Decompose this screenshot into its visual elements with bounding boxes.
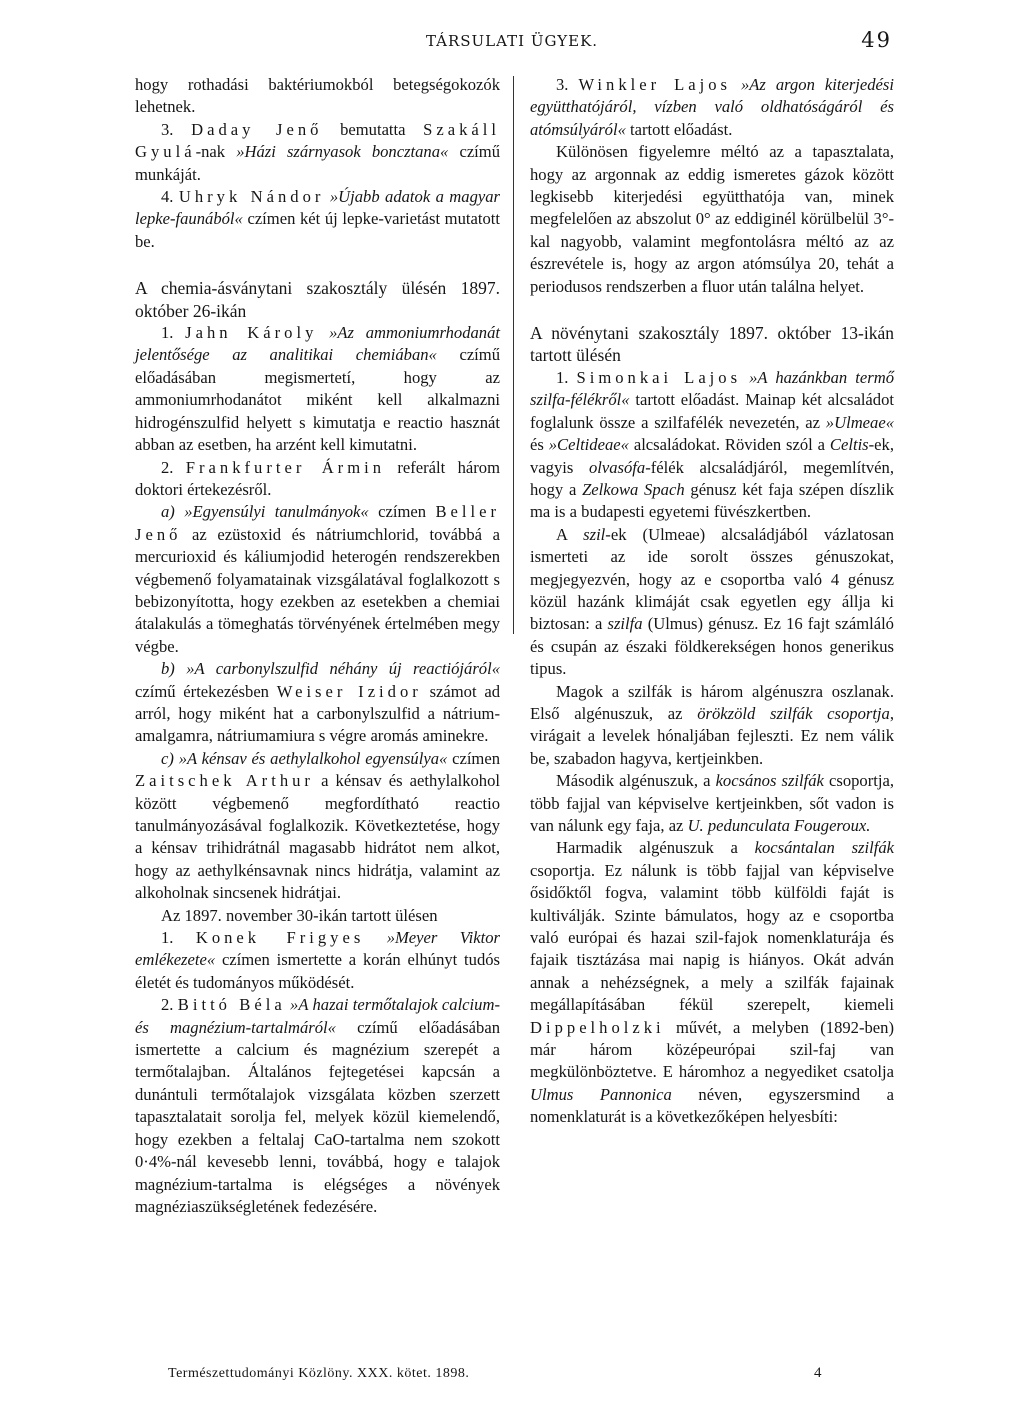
paragraph: 1. Jahn Károly »Az ammoniumrhodanát jelentősége az analitikai chemiában« czímű előadásában megismertetí, hogy az ammoniumrhodanátot miként kell alkalmazni hidrogénszulfid helyett s kimutatja e reactio hasznát abban az esetben, ha arzént kell kimutatni.	[135, 323, 500, 455]
paragraph: a) »Egyensúlyi tanulmányok« czímen Beller Jenő az ezüstoxid és nátriumchlorid, továbbá a mercurioxid és káliumjodid heterogén rendszerekben végbemenő folyamatainak vizsgálatával foglalkozott s bebizonyította, hogy ezekben az esetekben a chemiai átalakulás a tömeghatás törvényének értelmében megy végbe.	[135, 502, 500, 656]
paragraph: 3. Daday Jenő bemutatta Szakáll Gyulá-nak »Házi szárnyasok boncztana« czímű munkáját.	[135, 119, 501, 184]
page-footer	[0, 1366, 1024, 1390]
person-name: Frankfurter Ármin	[185, 457, 386, 477]
person-name: Daday Jenő	[191, 119, 323, 139]
work-title: »A kénsav és aethylalkohol egyensúlya«	[178, 748, 448, 768]
paragraph: c) »A kénsav és aethylalkohol egyensúlya« czímen Zaitschek Arthur a kénsav és aethylalkohol között végbemenő megfordítható reactio tanulmányozásával foglalkozik. Következtetése, hogy a kénsav trihidrátnál magasabb hidrátot nem alkot, hogy az aethylkénsavnak nincs hidrátja, valamint az alkoholnak sincsenek hidrátjai.	[135, 748, 501, 903]
page-number: 49	[861, 28, 892, 52]
person-name: Jahn Károly	[185, 323, 318, 343]
left-column	[135, 74, 500, 1218]
paragraph: 4. Uhryk Nándor »Újabb adatok a magyar lepke-faunából« czímen két új lepke-varietást mutatott be.	[135, 187, 500, 251]
person-name: Weiser Izidor	[276, 681, 422, 701]
person-name: Uhryk Nándor	[178, 187, 325, 207]
person-name: Zaitschek Arthur	[135, 771, 314, 791]
paragraph: 1. Simonkai Lajos »A hazánkban termő szilfa-félékről« tartott előadást. Mainap két alcsaládot foglalunk össze a szilfafélék nevezetén, az »Ulmeae« és »Celtideae« alcsaládokat. Röviden szól a Celtis-ek, vagyis olvasófa-félék alcsaládjáról, megemlítvén, hogy a Zelkowa Spach génusz két faja szépen díszlik ma is a budapesti egyetemi füvészkertben.	[530, 367, 895, 522]
person-name: Szakáll Gyulá	[135, 119, 501, 162]
person-name: Bittó Béla	[177, 995, 286, 1015]
paragraph: 1. Konek Frigyes »Meyer Viktor emlékezete« czímen ismertette a korán elhúnyt tudós életét és tudományos működését.	[135, 928, 500, 992]
paragraph: Második algénuszuk, a kocsános szilfák csoportja, több fajjal van képviselve kertjeinkben, sőt vadon is van nálunk egy faja, az U. pedunculata Fougeroux.	[530, 771, 894, 835]
paragraph: A szil-ek (Ulmeae) alcsaládjából vázlatosan ismerteti az ide sorolt összes génuszokat, megjegyezvén, hogy az e csoportba való 4 génusz közül hazánk klimáját csak egyetlen egy állja ki biztosan: a szilfa (Ulmus) génusz. Ez 16 fajt számláló és csupán az északi földkerekségen honos generikus tipus.	[530, 524, 894, 679]
person-name: Simonkai Lajos	[576, 367, 742, 387]
page-header	[0, 28, 1024, 62]
paragraph: Az 1897. november 30-ikán tartott ülésen	[161, 905, 438, 925]
person-name: Konek Frigyes	[195, 928, 365, 948]
paragraph: Harmadik algénuszuk a kocsántalan szilfák csoportja. Ez nálunk is több fajjal van képviselve ősidőktől fogva, valamint több külföldi faját is kultiválják. Szinte bámulatos, hogy az e csoportba való európai és hazai szil-fajok nomenklaturája és fajaik tisztázása mai napig is hiányos. Okát adván annak a nehézségnek, a mely a szilfák fajainak megállapításában fékül szerepelt, kiemeli Dippelholzki művét, a melyben (1892-ben) már három középeurópai szil-faj van megkülönböztetve. E háromhoz a negyediket csatolja Ulmus Pannonica néven, egyszersmind a nomenklaturát is a következőképen helyesbíti:	[530, 838, 894, 1127]
work-title: »Az argon kiterjedési együtthatójáról, vízben való oldhatóságáról és atómsúlyáról«	[530, 75, 894, 139]
paragraph: 2. Bittó Béla »A hazai termőtalajok calcium- és magnézium-tartalmáról« czímű előadásában ismertette a calcium és magnézium szerepét a termőtalajban. Általános fejtegetései kapcsán a dunántuli termőtalajok vizsgálata közben szerzett tapasztalatait sorolja fel, melyek közül kiemelendő, hogy ezekben a feltalaj CaO-tartalma nem szokott 0·4%-nál kevesebb lenni, továbbá, hogy e talajok magnézium-tartalma is elégséges a növények magnéziaszükségletének fedezésére.	[135, 995, 500, 1216]
right-column	[530, 74, 894, 1129]
journal-citation: Természettudományi Közlöny. XXX. kötet. 1898.	[168, 1366, 470, 1381]
section-heading: A chemia-ásványtani szakosztály ülésén 1897. október 26-ikán	[135, 278, 500, 321]
paragraph: Különösen figyelemre méltó az a tapasztalata, hogy az argonnak az eddig ismeretes gázok között legkisebb kiterjedési együtthatója van, minek megfelelően az abszolut 0° az eddiginél körülbelül 3°-kal nagyobb, valamint megfontolásra méltó az az észrevétele is, hogy az argon atómsúlya 20, tehát a periodusos rendszerben a fluor után találna helyet.	[530, 142, 894, 296]
running-title: TÁRSULATI ÜGYEK.	[425, 32, 599, 50]
work-title: »Házi szárnyasok boncztana«	[236, 142, 449, 162]
person-name: Beller Jenő	[135, 502, 500, 544]
work-title: »A hazai termőtalajok calcium- és magnézium-tartalmáról«	[135, 995, 500, 1037]
work-title: »Meyer Viktor emlékezete«	[135, 928, 500, 970]
work-title: »Az ammoniumrhodanát jelentősége az analitikai chemiában«	[135, 323, 500, 365]
section-heading: A növénytani szakosztály 1897. október 13-ikán tartott ülésén	[530, 323, 894, 366]
paragraph: b) »A carbonylszulfid néhány új reactiójáról« czímű értekezésben Weiser Izidor számot ad arról, hogy miként hat a carbonylszulfid a nátrium-amalgamra, nátriumamiura s végre aromás aminekre.	[135, 659, 500, 746]
person-name: Winkler Lajos	[578, 75, 731, 94]
paragraph: Magok a szilfák is három algénuszra oszlanak. Első algénuszuk, az örökzöld szilfák csoportja, virágait a levelek hónaljában fejleszti. Ez nem válik be, szabadon hagyva, kertjeinkben.	[530, 681, 894, 768]
signature-mark: 4	[814, 1365, 822, 1381]
work-title: »Újabb adatok a magyar lepke-faunából«	[135, 187, 500, 229]
column-divider	[513, 76, 514, 634]
work-title: »Egyensúlyi tanulmányok«	[184, 502, 369, 522]
work-title: »A hazánkban termő szilfa-félékről«	[530, 367, 894, 410]
person-name: Dippelholzki	[530, 1017, 665, 1037]
work-title: »A carbonylszulfid néhány új reactiójáról«	[186, 659, 500, 679]
paragraph: 3. Winkler Lajos »Az argon kiterjedési együtthatójáról, vízben való oldhatóságáról és atómsúlyáról« tartott előadást.	[530, 75, 894, 139]
paragraph: 2. Frankfurter Ármin referált három doktori értekezésről.	[135, 457, 500, 499]
paragraph: hogy rothadási baktériumokból betegségokozók lehetnek.	[135, 75, 500, 117]
